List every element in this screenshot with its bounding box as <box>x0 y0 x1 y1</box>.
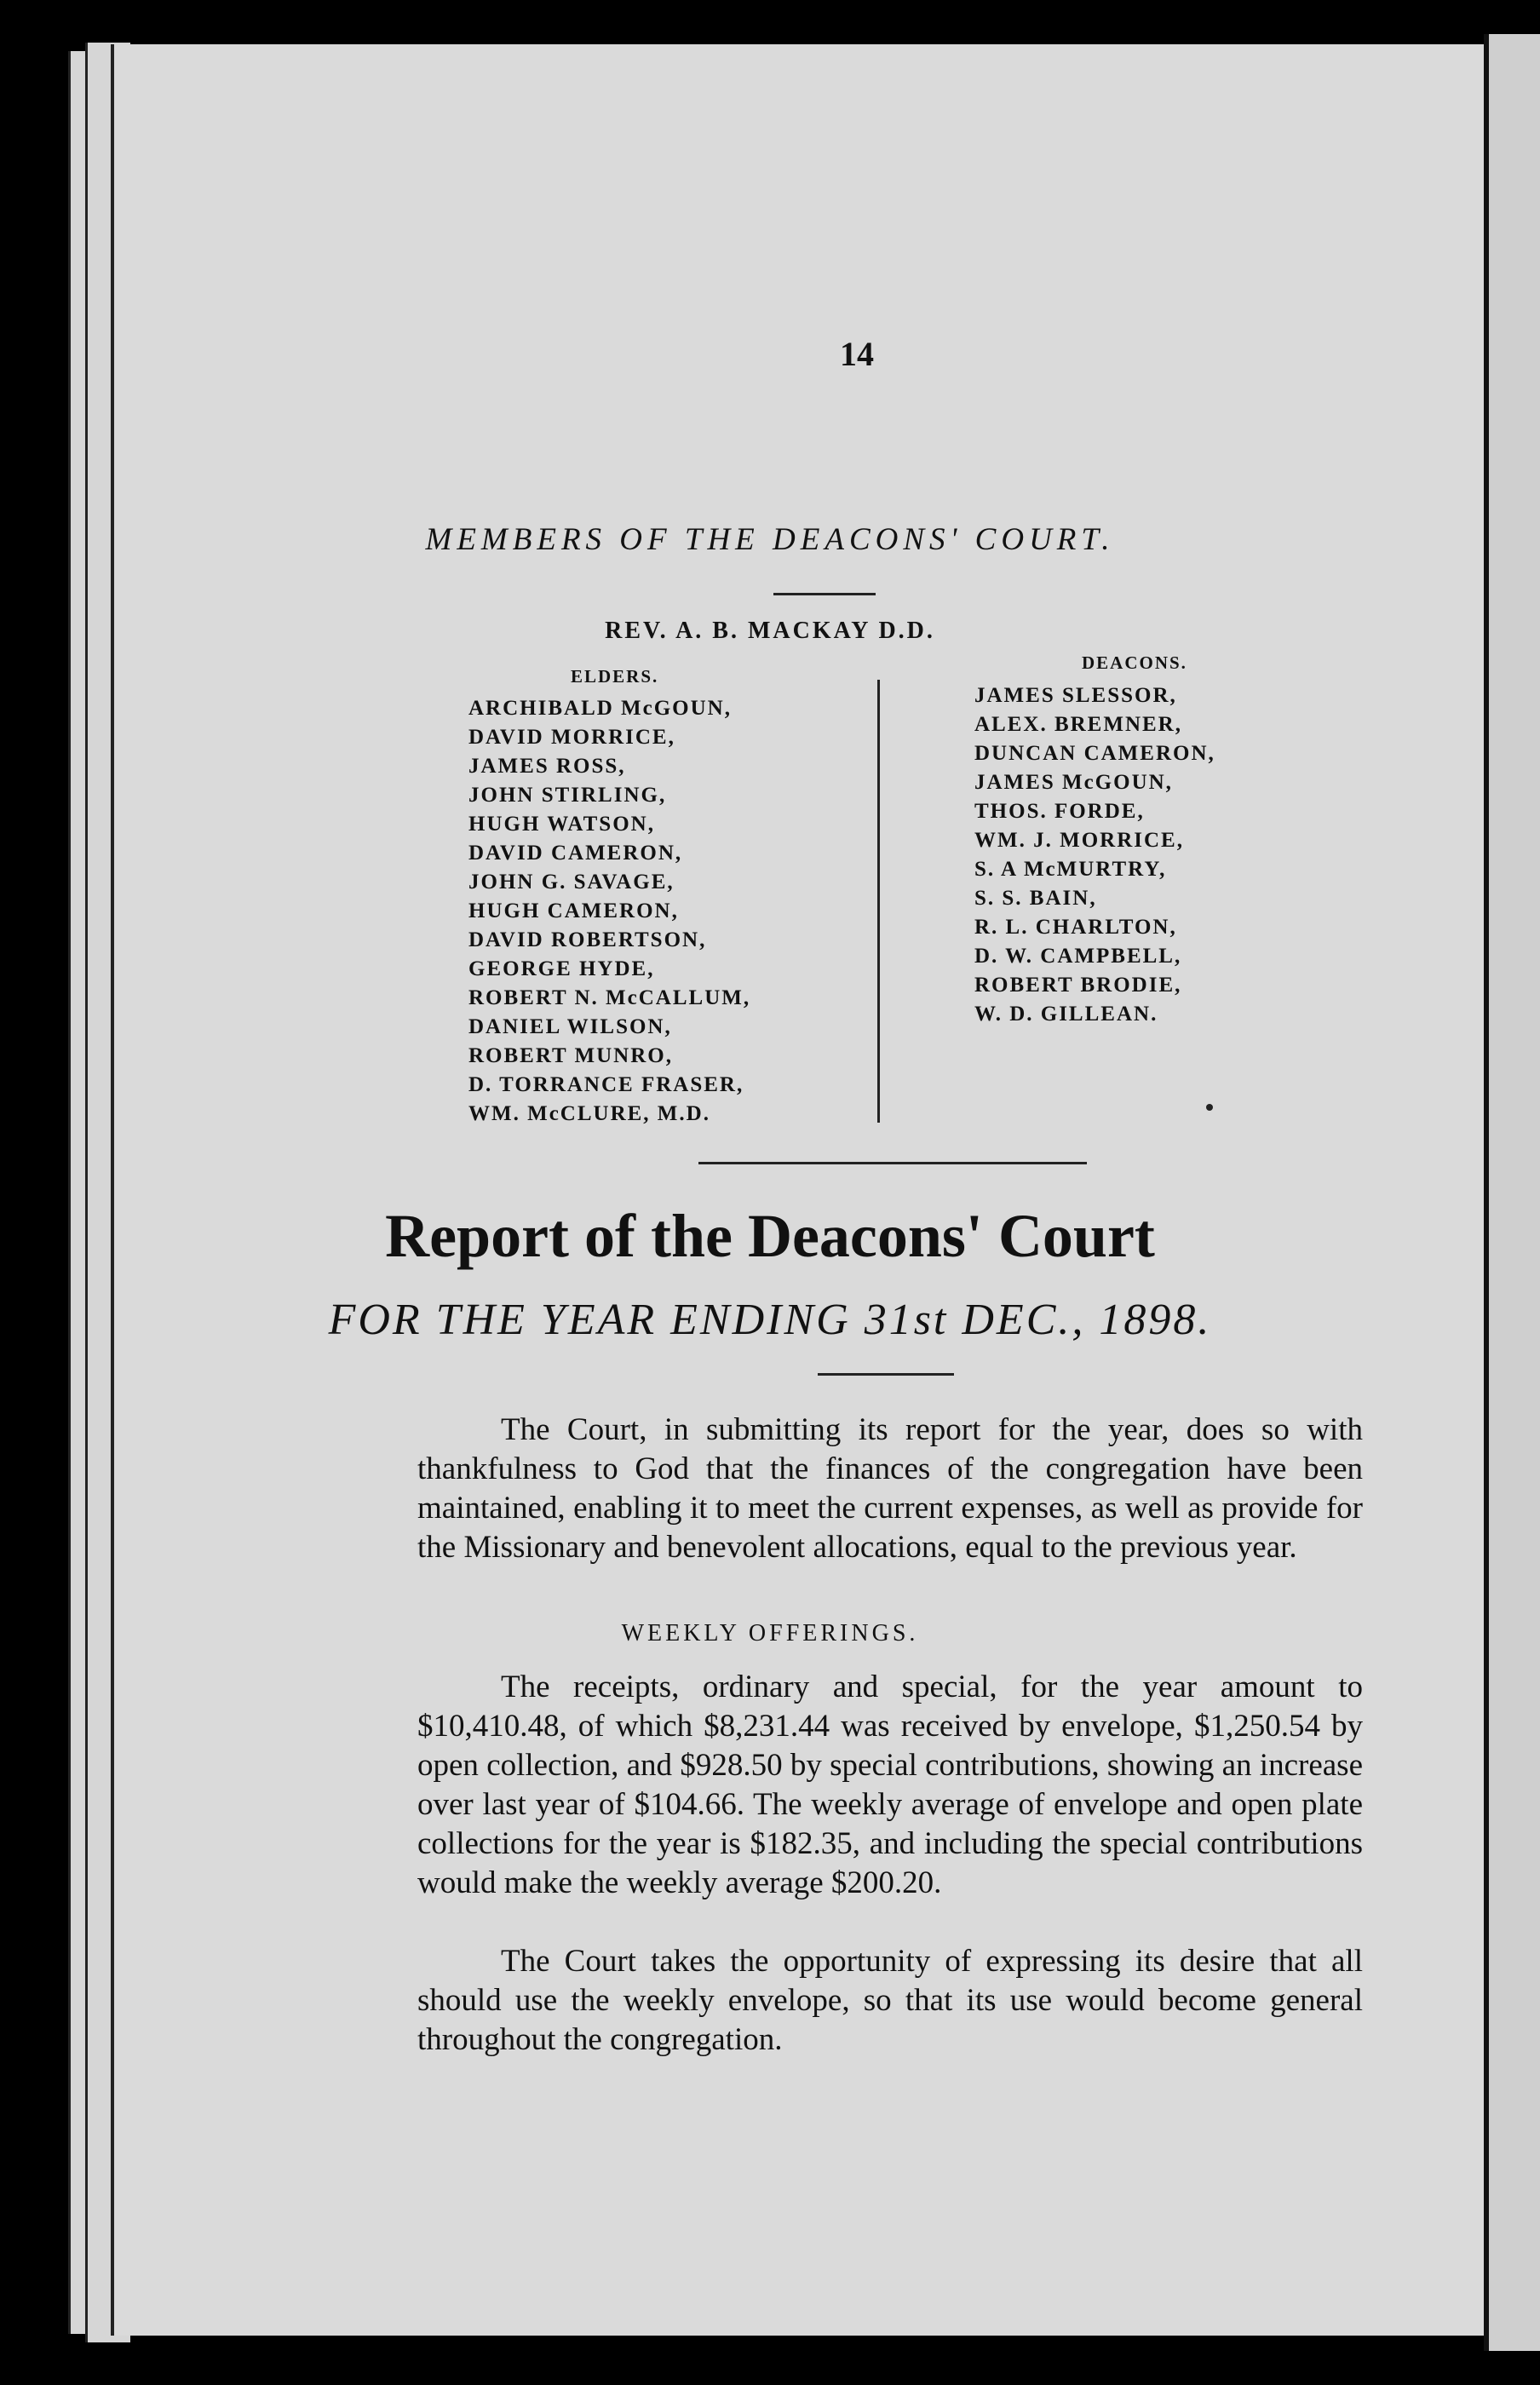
elder-item: HUGH WATSON, <box>468 813 655 836</box>
deacon-item: R. L. CHARLTON, <box>974 916 1177 939</box>
next-page-edge <box>1484 34 1540 2351</box>
deacons-heading: DEACONS. <box>1082 652 1187 673</box>
deacon-item: THOS. FORDE, <box>974 800 1145 823</box>
deacon-item: S. S. BAIN, <box>974 887 1097 910</box>
deacons-list <box>974 681 1215 1029</box>
elder-item: ROBERT MUNRO, <box>468 1044 673 1067</box>
elder-item: ROBERT N. McCALLUM, <box>468 986 751 1009</box>
elder-item: JOHN STIRLING, <box>468 784 667 807</box>
deacon-item: W. D. GILLEAN. <box>974 1003 1158 1026</box>
elder-item: D. TORRANCE FRASER, <box>468 1073 744 1096</box>
elder-item: DAVID MORRICE, <box>468 726 675 749</box>
deacon-item: JAMES McGOUN, <box>974 771 1173 794</box>
title-divider <box>773 593 876 595</box>
deacon-item: WM. J. MORRICE, <box>974 829 1184 852</box>
elder-item: DAVID CAMERON, <box>468 842 683 865</box>
elder-item: DAVID ROBERTSON, <box>468 928 707 951</box>
deacon-item: ALEX. BREMNER, <box>974 713 1182 736</box>
elders-list <box>468 694 750 1129</box>
deacon-item: D. W. CAMPBELL, <box>974 945 1182 968</box>
report-title: Report of the Deacons' Court <box>385 1202 1155 1270</box>
elder-item: WM. McCLURE, M.D. <box>468 1102 710 1125</box>
elder-item: DANIEL WILSON, <box>468 1015 672 1038</box>
column-divider <box>877 680 880 1123</box>
minister-name: REV. A. B. MACKAY D.D. <box>605 618 935 644</box>
stray-dot <box>1206 1104 1213 1111</box>
members-title: MEMBERS OF THE DEACONS' COURT. <box>425 522 1115 557</box>
page-number: 14 <box>840 335 874 373</box>
elder-item: ARCHIBALD McGOUN, <box>468 697 732 720</box>
elder-item: GEORGE HYDE, <box>468 957 655 980</box>
section-divider <box>698 1162 1087 1164</box>
deacon-item: S. A McMURTRY, <box>974 858 1167 881</box>
elders-heading: ELDERS. <box>571 666 659 687</box>
elder-item: JAMES ROSS, <box>468 755 626 778</box>
deacon-item: DUNCAN CAMERON, <box>974 742 1215 765</box>
intro-paragraph: The Court, in submitting its report for the year, does so with thankfulness to God that the finances of the congregation have been maintained, enabling it to meet the current expenses, as well as provide for the Missionary and benevolent allocations, equal to the previous year. <box>417 1412 1363 1565</box>
subtitle-divider <box>818 1373 954 1376</box>
deacon-item: ROBERT BRODIE, <box>974 974 1182 997</box>
elder-item: HUGH CAMERON, <box>468 899 679 922</box>
deacon-item: JAMES SLESSOR, <box>974 684 1177 707</box>
receipts-paragraph: The receipts, ordinary and special, for the year amount to $10,410.48, of which $8,231.44 was received by envelope, $1,250.54 by open collection, and $928.50 by special contributions, showing an increase over last year of $104.66. The weekly average of envelope and open plate collections for the year is $182.35, and including the special contributions would make the weekly average $200.20. <box>417 1670 1363 1900</box>
elder-item: JOHN G. SAVAGE, <box>468 871 675 894</box>
envelope-paragraph: The Court takes the opportunity of expressing its desire that all should use the weekly envelope, so that its use would become general throughout the congregation. <box>417 1944 1363 2057</box>
weekly-offerings-heading: WEEKLY OFFERINGS. <box>621 1620 919 1647</box>
report-subtitle: FOR THE YEAR ENDING 31st DEC., 1898. <box>328 1296 1212 1344</box>
